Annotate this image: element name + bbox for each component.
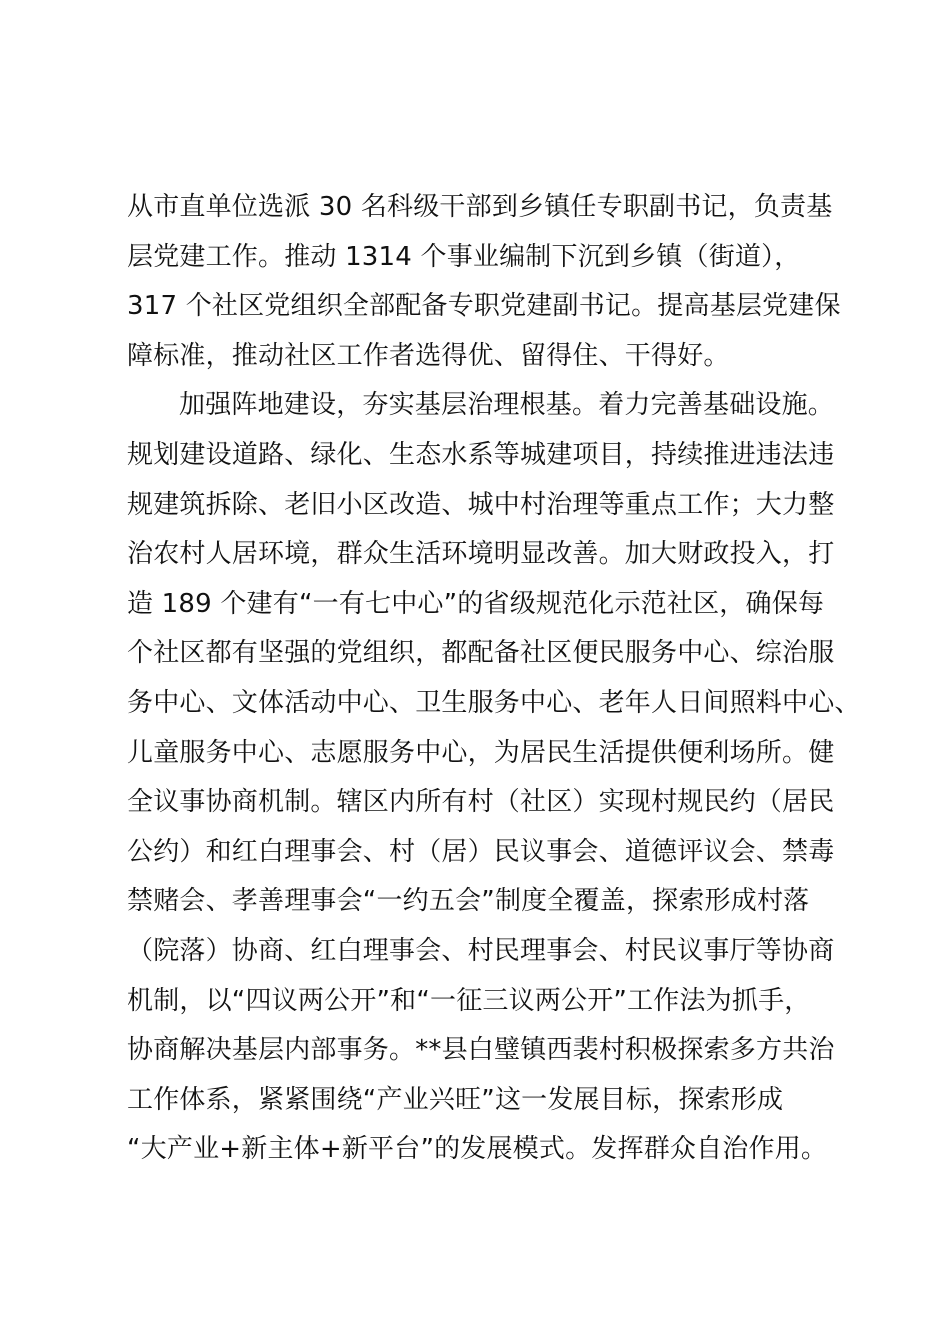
text-line: 规建筑拆除、老旧小区改造、城中村治理等重点工作；大力整 xyxy=(127,489,835,520)
text-line: 造 189 个建有“一有七中心”的省级规范化示范社区，确保每 xyxy=(127,588,825,619)
text-line: 317 个社区党组织全部配备专职党建副书记。提高基层党建保 xyxy=(127,291,841,322)
text-line: 公约）和红白理事会、村（居）民议事会、道德评议会、禁毒 xyxy=(127,836,835,867)
text-line: 障标准，推动社区工作者选得优、留得住、干得好。 xyxy=(127,340,730,371)
text-line: 治农村人居环境，群众生活环境明显改善。加大财政投入，打 xyxy=(127,539,835,570)
text-line: 从市直单位选派 30 名科级干部到乡镇任专职副书记，负责基 xyxy=(127,192,833,222)
text-line: 机制，以“四议两公开”和“一征三议两公开”工作法为抓手， xyxy=(127,985,811,1016)
text-line: 规划建设道路、绿化、生态水系等城建项目，持续推进违法违 xyxy=(127,439,835,470)
text-line: “大产业+新主体+新平台”的发展模式。发挥群众自治作用。 xyxy=(127,1134,828,1165)
text-line: 工作体系，紧紧围绕“产业兴旺”这一发展目标，探索形成 xyxy=(127,1084,784,1115)
text-line: （院落）协商、红白理事会、村民理事会、村民议事厅等协商 xyxy=(127,935,835,966)
paragraph-first-line: 加强阵地建设，夯实基层治理根基。着力完善基础设施。 xyxy=(179,390,835,421)
document-body xyxy=(127,183,867,1175)
text-line: 禁赌会、孝善理事会“一约五会”制度全覆盖，探索形成村落 xyxy=(127,886,810,917)
text-line: 务中心、文体活动中心、卫生服务中心、老年人日间照料中心、 xyxy=(127,687,861,718)
text-line: 个社区都有坚强的党组织，都配备社区便民服务中心、综治服 xyxy=(127,638,835,669)
text-line: 全议事协商机制。辖区内所有村（社区）实现村规民约（居民 xyxy=(127,787,835,818)
text-line: 协商解决基层内部事务。**县白璧镇西裴村积极探索多方共治 xyxy=(127,1035,835,1066)
text-line: 层党建工作。推动 1314 个事业编制下沉到乡镇（街道）， xyxy=(127,241,801,272)
text-line: 儿童服务中心、志愿服务中心，为居民生活提供便利场所。健 xyxy=(127,737,835,768)
